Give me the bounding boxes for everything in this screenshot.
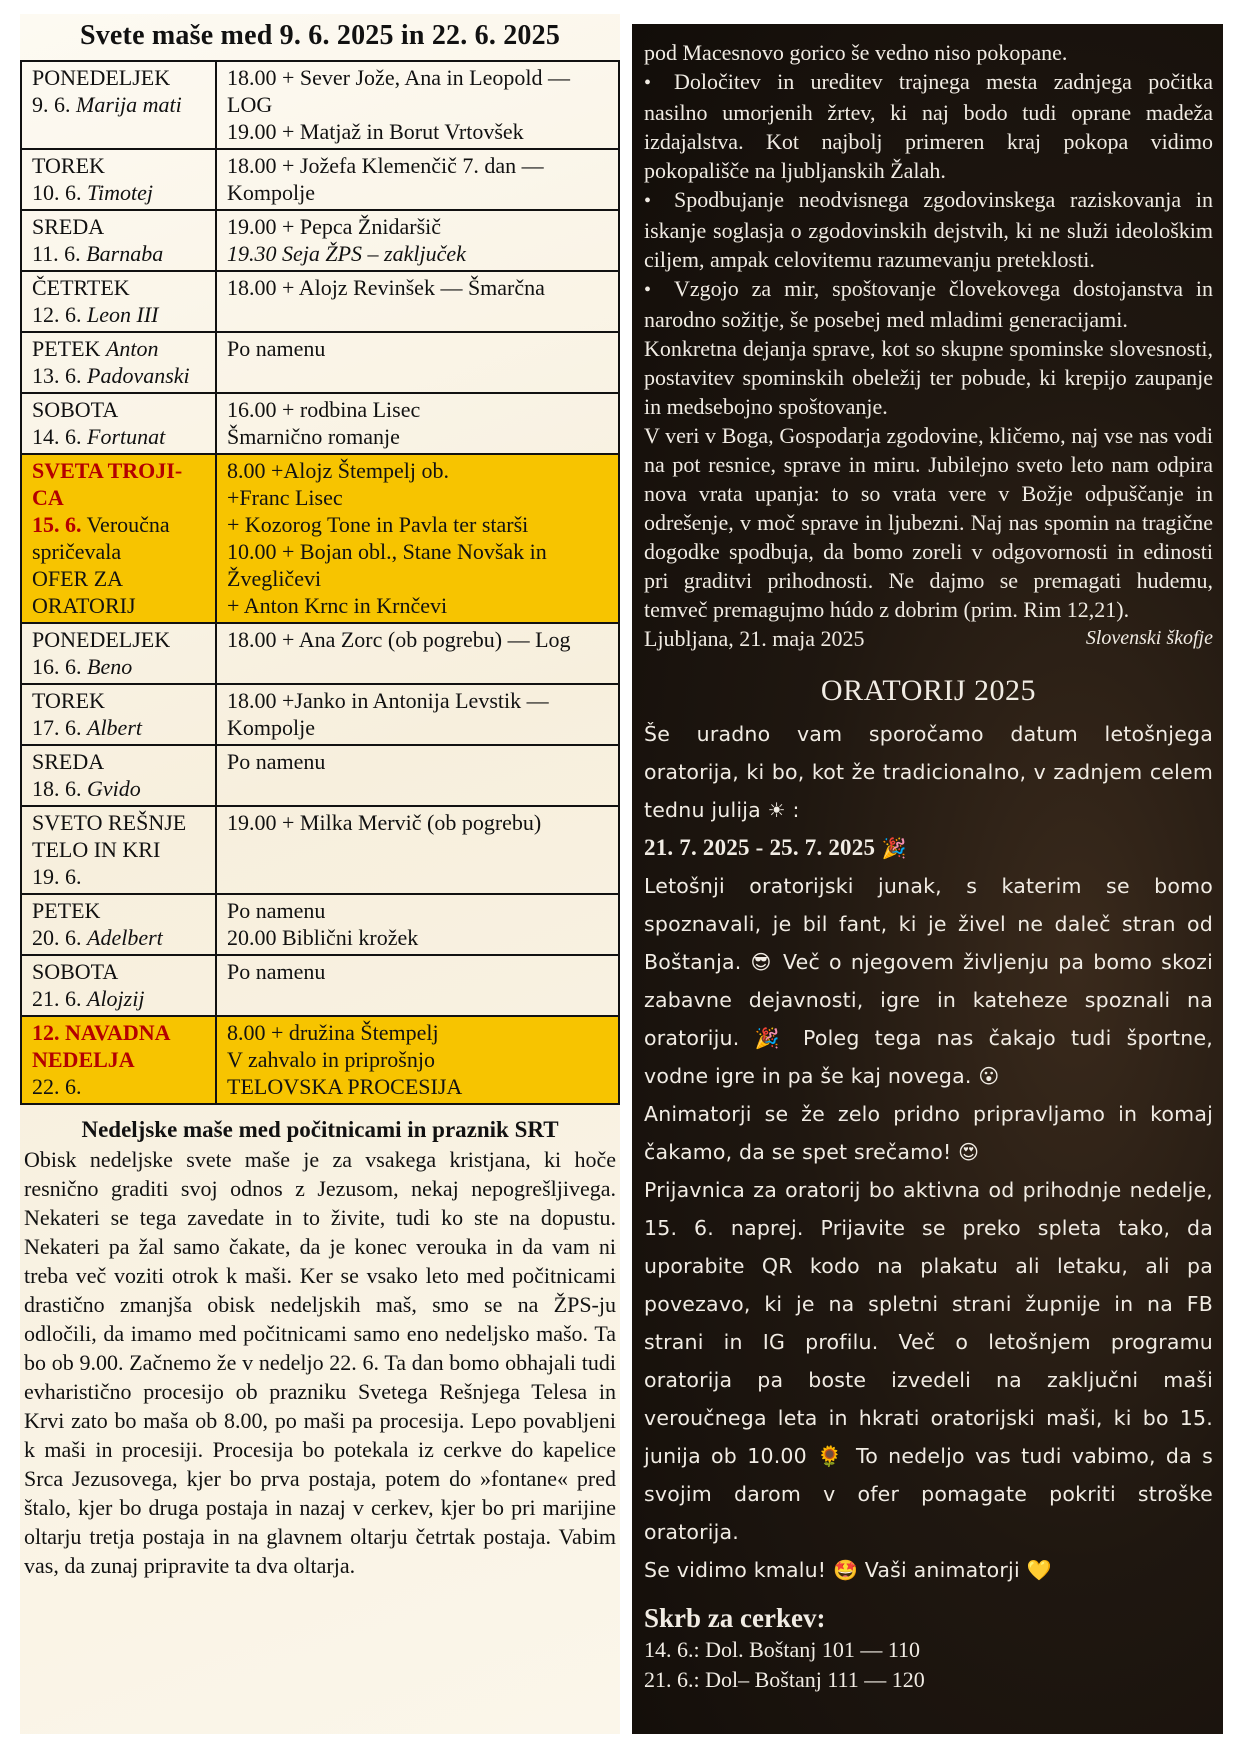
summer-masses-text: Obisk nedeljske svete maše je za vsakega kristjana, ki hoče resnično graditi svoj odnos z Jezusom, nekaj nepogrešljivega. Nekateri se tega zavedate in to živite, tudi ko ste na dopustu. Nekateri pa žal samo čakate, da je konec verouka in da vam ni treba več voziti otrok k maši. Ker se vsako leto med počitnicami drastično zmanjša obisk nedeljskih maš, smo se na ŽPS-ju odločili, da imamo med počitnicami samo eno nedeljsko mašo. Ta bo ob 9.00. Začnemo že v nedeljo 22. 6. Ta dan bomo obhajali tudi evharistično procesijo ob prazniku Svetega Rešnjega Telesa in Krvi zato bo maša ob 8.00, po maši pa procesija. Lepo povabljeni k maši in procesiji. Procesija bo potekala iz cerkve do kapelice Srca Jezusovega, kjer bo prva postaja, potem do »fontane« pred štalo, kjer bo druga postaja in nazaj v cerkev, kjer bo pri marijine oltarju tretja postaja in na glavnem oltarju četrtak postaja. Vabim vas, da zunaj pripravite ta dva oltarja. — [24, 1147, 616, 1578]
mass-intention: 8.00 + družina Štempelj — [227, 1020, 439, 1045]
bishops-intro: pod Macesnovo gorico še vedno niso pokopane. — [644, 40, 1068, 65]
mass-schedule-table — [20, 60, 620, 1105]
schedule-day-cell — [21, 623, 216, 684]
bishops-bullet: • Določitev in ureditev trajnega mesta zadnjega počitka nasilno umorjenih žrtev, ki naj bodo tudi oprane madeža izdajalstva. Kot najbolj primeren kraj pokopa vidimo pokopališče na ljubljanskih Žalah. — [644, 67, 1213, 185]
day-name: ČETRTEK — [32, 275, 130, 300]
day-saint: Fortunat — [87, 424, 166, 449]
day-date: 15. 6. — [32, 512, 82, 537]
oratorij-registration-text: Prijavnica za oratorij bo aktivna od prihodnje nedelje, 15. 6. naprej. Prijavite se preko spleta tako, da uporabite QR kodo na plakatu ali letaku, ali pa povezavo, ki je na spletni strani župnije in na FB strani in IG profilu. Več o letošnjem programu oratorija pa boste izvedeli na zaključni maši veroučnega leta in hkrati oratorijski maši, ki bo 15. junija ob 10.00 🌻 To nedeljo vas tudi vabimo, da s svojim darom v ofer pomagate pokriti stroške oratorija. — [644, 1178, 1214, 1544]
day-name: SREDA — [32, 214, 105, 239]
day-saint: Anton — [105, 336, 159, 361]
schedule-masses-cell — [216, 393, 619, 454]
day-date: 20. 6. — [32, 925, 82, 950]
party-popper-icon: 🎉 — [881, 836, 907, 860]
bishops-signature-row — [644, 624, 1213, 653]
day-name: SOBOTA — [32, 397, 119, 422]
schedule-masses-cell — [216, 684, 619, 745]
bishops-bullet: • Spodbujanje neodvisnega zgodovinskega raziskovanja in iskanje soglasja o zgodovinskih dejstvih, ki ne služi ideološkim ciljem, ampak celovitemu razumevanju preteklosti. — [644, 185, 1213, 274]
schedule-masses-cell — [216, 894, 619, 955]
schedule-row — [21, 745, 619, 806]
schedule-row — [21, 1016, 619, 1104]
day-name: 12. NAVADNA NEDELJA — [32, 1020, 170, 1072]
day-name: SVETA TROJI-CA — [32, 458, 183, 510]
church-care-line: 14. 6.: Dol. Boštanj 101 — 110 — [644, 1637, 921, 1662]
day-saint: Beno — [87, 654, 133, 679]
mass-intention: 18.00 + Alojz Revinšek — Šmarčna — [227, 275, 545, 300]
mass-intention: 10.00 + Bojan obl., Stane Novšak in Žvegličevi — [227, 539, 547, 591]
day-date: 11. 6. — [32, 241, 81, 266]
smiling-hearts-face-icon: 😍 — [958, 1140, 980, 1164]
mass-intention: Po namenu — [227, 336, 326, 361]
day-extra-note: OFER ZA ORATORIJ — [32, 566, 136, 618]
schedule-masses-cell — [216, 271, 619, 332]
day-saint: Alojzij — [87, 986, 145, 1011]
sunglasses-face-icon: 😎 — [750, 950, 774, 974]
oratorij-announcement: Še uradno vam sporočamo datum letošnjega oratorija, ki bo, kot že tradicionalno, v zadnjem celem tednu julija ☀ : — [644, 722, 1213, 822]
day-saint: Albert — [87, 715, 142, 740]
mass-intention: Po namenu — [227, 749, 326, 774]
schedule-day-cell — [21, 745, 216, 806]
bishops-paragraph: Konkretna dejanja sprave, kot so skupne spominske slovesnosti, postavitev spominskih obeležij ter pobude, ki krepijo zaupanje in medsebojno spoštovanje. — [644, 336, 1213, 419]
schedule-row — [21, 454, 619, 623]
day-name: TOREK — [32, 688, 105, 713]
schedule-title: Svete maše med 9. 6. 2025 in 22. 6. 2025 — [79, 20, 561, 51]
schedule-row — [21, 210, 619, 271]
mass-intention: 16.00 + rodbina Lisec — [227, 397, 421, 422]
day-name: PONEDELJEK — [32, 65, 171, 90]
mass-intention: + Anton Krnc in Krnčevi — [227, 593, 448, 618]
schedule-row — [21, 61, 619, 149]
day-name: PONEDELJEK — [32, 627, 171, 652]
mass-intention: 18.00 + Ana Zorc (ob pogrebu) — Log — [227, 627, 571, 652]
day-date: 19. 6. — [32, 864, 82, 889]
mass-intention: V zahvalo in priprošnjo — [227, 1047, 435, 1072]
day-saint: Barnaba — [86, 241, 164, 266]
oratorij-animators-text: Animatorji se že zelo pridno pripravljamo in komaj čakamo, da se spet srečamo! 😍 — [644, 1102, 1213, 1164]
signature-author: Slovenski škofje — [1085, 627, 1213, 649]
schedule-masses-cell — [216, 1016, 619, 1104]
schedule-day-cell — [21, 1016, 216, 1104]
day-name: SVETO REŠNJE TELO IN KRI — [32, 810, 187, 862]
day-name: PETEK — [32, 336, 101, 361]
mass-intention: 18.00 + Sever Jože, Ana in Leopold — LOG — [227, 65, 570, 117]
day-name: PETEK — [32, 898, 101, 923]
schedule-day-cell — [21, 332, 216, 393]
schedule-masses-cell — [216, 745, 619, 806]
church-care-line: 21. 6.: Dol– Boštanj 111 — 120 — [644, 1667, 925, 1692]
day-name: TOREK — [32, 153, 105, 178]
schedule-row — [21, 894, 619, 955]
schedule-masses-cell — [216, 332, 619, 393]
day-name: SOBOTA — [32, 959, 119, 984]
mass-intention: 18.00 +Janko in Antonija Levstik — Kompolje — [227, 688, 549, 740]
day-name: SREDA — [32, 749, 105, 774]
right-column — [632, 24, 1223, 1734]
party-popper-icon: 🎉 — [754, 1026, 788, 1050]
schedule-row — [21, 332, 619, 393]
mass-intention: Po namenu — [227, 898, 326, 923]
schedule-masses-cell — [216, 454, 619, 623]
schedule-day-cell — [21, 806, 216, 894]
day-date: 21. 6. — [32, 986, 82, 1011]
oratorij-closing: Se vidimo kmalu! 🤩 Vaši animatorji 💛 — [644, 1558, 1052, 1582]
day-saint: Leon III — [87, 302, 159, 327]
schedule-row — [21, 623, 619, 684]
day-date: 18. 6. — [32, 776, 82, 801]
schedule-masses-cell — [216, 61, 619, 149]
schedule-masses-cell — [216, 806, 619, 894]
summer-masses-heading: Nedeljske maše med počitnicami in praznik SRT — [81, 1117, 559, 1142]
sun-icon: ☀ — [767, 798, 786, 822]
day-saint: Veroučna spričevala — [32, 512, 170, 564]
day-saint: Padovanski — [87, 363, 190, 388]
mass-intention: +Franc Lisec — [227, 485, 343, 510]
sunflower-icon: 🌻 — [817, 1444, 846, 1468]
schedule-day-cell — [21, 61, 216, 149]
surprised-face-icon: 😮 — [978, 1064, 1000, 1088]
bishops-paragraph: V veri v Boga, Gospodarja zgodovine, kličemo, naj vse nas vodi na pot resnice, sprave in miru. Jubilejno sveto leto nam odpira nova vrata upanja: to so vrata vere v Božje odpuščanje in odrešenje, v moč sprave in ljubezni. Naj nas spomin na tragične dogodke spodbuja, da bomo zoreli v odgovornosti in edinosti pri graditvi prihodnosti. Ne dajmo se premagati hudemu, temveč premagujmo húdo z dobrim (prim. Rim 12,21). — [644, 423, 1213, 622]
oratorij-dates: 21. 7. 2025 - 25. 7. 2025 — [644, 835, 876, 860]
day-date: 10. 6. — [32, 180, 82, 205]
schedule-masses-cell — [216, 955, 619, 1016]
day-date: 22. 6. — [32, 1074, 82, 1099]
schedule-day-cell — [21, 393, 216, 454]
day-date: 16. 6. — [32, 654, 82, 679]
place-date: Ljubljana, 21. maja 2025 — [644, 626, 865, 651]
yellow-heart-icon: 💛 — [1026, 1558, 1052, 1582]
mass-note: 19.30 Seja ŽPS – zaključek — [227, 241, 466, 266]
mass-intention: Po namenu — [227, 959, 326, 984]
mass-intention: 18.00 + Jožefa Klemenčič 7. dan — Kompolje — [227, 153, 544, 205]
day-saint: Timotej — [87, 180, 154, 205]
day-saint: Gvido — [87, 776, 141, 801]
schedule-row — [21, 955, 619, 1016]
mass-intention: + Kozorog Tone in Pavla ter starši — [227, 512, 529, 537]
day-saint: Marija mati — [76, 92, 182, 117]
schedule-row — [21, 393, 619, 454]
schedule-day-cell — [21, 684, 216, 745]
mass-intention: Šmarnično romanje — [227, 424, 400, 449]
schedule-row — [21, 806, 619, 894]
schedule-masses-cell — [216, 149, 619, 210]
church-care-heading: Skrb za cerkev: — [644, 1603, 826, 1633]
oratorij-hero-text: Letošnji oratorijski junak, s katerim se bomo spoznavali, je bil fant, ki je živel ne daleč stran od Boštanja. 😎 Več o njegovem življenju pa bomo skozi zabavne dejavnosti, igre in kateheze spoznali na oratoriju. 🎉 Poleg tega nas čakajo tudi športne, vodne igre in pa še kaj novega. 😮 — [644, 874, 1214, 1088]
mass-intention: 8.00 +Alojz Štempelj ob. — [227, 458, 449, 483]
left-column — [20, 14, 620, 1734]
day-saint: Adelbert — [87, 925, 163, 950]
schedule-day-cell — [21, 149, 216, 210]
day-date: 17. 6. — [32, 715, 82, 740]
schedule-day-cell — [21, 454, 216, 623]
schedule-masses-cell — [216, 210, 619, 271]
schedule-row — [21, 684, 619, 745]
schedule-masses-cell — [216, 623, 619, 684]
schedule-day-cell — [21, 271, 216, 332]
day-date: 14. 6. — [32, 424, 82, 449]
day-date: 9. 6. — [32, 92, 71, 117]
schedule-day-cell — [21, 955, 216, 1016]
mass-intention: 19.00 + Milka Mervič (ob pogrebu) — [227, 810, 542, 835]
schedule-day-cell — [21, 894, 216, 955]
bishops-bullet: • Vzgojo za mir, spoštovanje človekovega dostojanstva in narodno sožitje, še posebej med mladimi generacijami. — [644, 274, 1213, 334]
oratorij-dates-line — [644, 829, 1213, 867]
day-date: 12. 6. — [32, 302, 82, 327]
day-date: 13. 6. — [32, 363, 82, 388]
schedule-row — [21, 271, 619, 332]
mass-intention: 19.00 + Matjaž in Borut Vrtovšek — [227, 119, 524, 144]
oratorij-title: ORATORIJ 2025 — [820, 674, 1037, 707]
schedule-row — [21, 149, 619, 210]
schedule-day-cell — [21, 210, 216, 271]
mass-intention: TELOVSKA PROCESIJA — [227, 1074, 463, 1099]
mass-intention: 19.00 + Pepca Žnidaršič — [227, 214, 442, 239]
star-struck-face-icon: 🤩 — [832, 1558, 859, 1582]
mass-intention: 20.00 Biblični krožek — [227, 925, 419, 950]
